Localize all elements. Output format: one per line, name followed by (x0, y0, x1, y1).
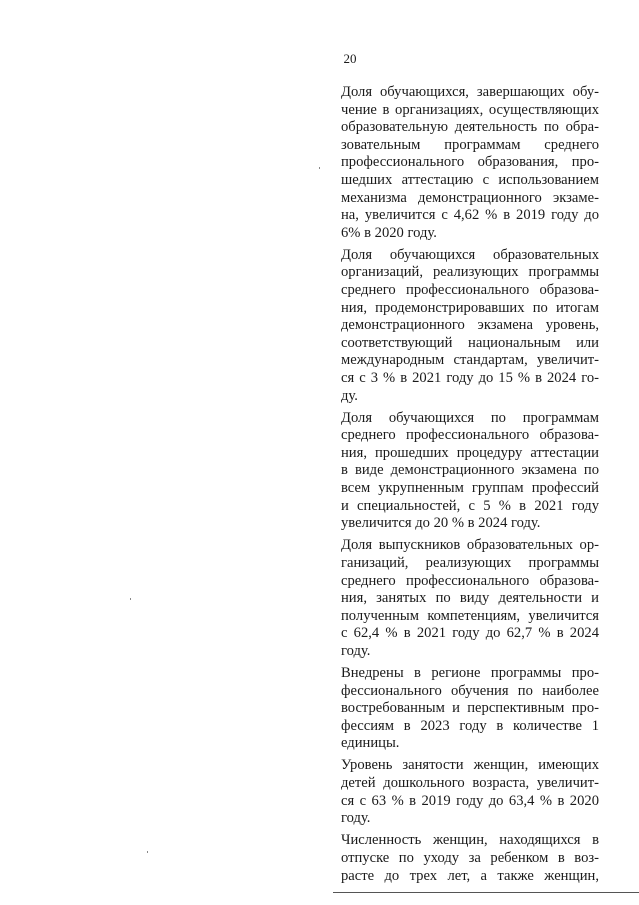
text-line: среднего профессионального образова- (341, 427, 599, 444)
text-line: фессионального обучения по наиболее (341, 682, 599, 699)
text-line: и специальностей, с 5 % в 2021 году (341, 497, 599, 514)
text-line: ганизаций, реализующих программы (341, 554, 599, 571)
scan-speck (130, 598, 131, 600)
text-line: механизма демонстрационного экзаме- (341, 189, 599, 206)
paragraph (341, 665, 599, 753)
text-line: Внедрены в регионе программы про- (341, 665, 599, 681)
text-line: среднего профессионального образова- (341, 572, 599, 589)
text-line: Доля обучающихся образовательных (341, 246, 599, 263)
text-line: 6% в 2020 году. (341, 224, 437, 241)
text-line: зовательным программам среднего (341, 136, 599, 153)
scan-speck (147, 851, 148, 853)
paragraph (341, 537, 599, 660)
text-line: увеличится до 20 % в 2024 году. (341, 515, 541, 532)
text-line: Доля выпускников образовательных ор- (341, 537, 599, 554)
bottom-rule (333, 892, 639, 893)
scan-speck (319, 167, 320, 169)
text-line: году. (341, 642, 371, 659)
text-line: чение в организациях, осуществляющих (341, 101, 599, 118)
text-line: Численность женщин, находящихся в (341, 832, 599, 849)
text-line: полученным компетенциям, увеличится (341, 607, 599, 624)
text-line: Доля обучающихся по программам (341, 409, 599, 426)
text-line: ду. (341, 387, 358, 404)
paragraph (341, 247, 599, 405)
text-line: году. (341, 810, 371, 827)
paragraph (341, 84, 599, 242)
text-line: Доля обучающихся, завершающих обу- (341, 84, 599, 100)
text-line: всем укрупненным группам профессий (341, 480, 599, 497)
text-line: на, увеличится с 4,62 % в 2019 году до (341, 207, 599, 224)
text-line: образовательную деятельность по обра- (341, 119, 599, 136)
paragraph (341, 832, 599, 885)
text-line: единицы. (341, 735, 400, 752)
text-line: организаций, реализующих программы (341, 264, 599, 281)
paragraph (341, 410, 599, 533)
text-line: среднего профессионального образова- (341, 282, 599, 299)
text-line: расте до трех лет, а также женщин, (341, 867, 599, 884)
text-line: ния, занятых по виду деятельности и (341, 590, 599, 607)
page-number: 20 (343, 51, 357, 66)
text-line: детей дошкольного возраста, увеличит- (341, 775, 599, 792)
text-line: ния, продемонстрировавших по итогам (341, 299, 599, 316)
text-line: профессионального образования, про- (341, 154, 599, 171)
document-body (341, 84, 599, 890)
paragraph (341, 757, 599, 827)
text-line: с 62,4 % в 2021 году до 62,7 % в 2024 (341, 625, 599, 642)
text-line: соответствующий национальным или (341, 334, 599, 351)
text-line: шедших аттестацию с использованием (341, 171, 599, 188)
text-line: международным стандартам, увеличит- (341, 352, 599, 369)
text-line: в виде демонстрационного экзамена по (341, 462, 599, 479)
text-line: фессиям в 2023 году в количестве 1 (341, 717, 599, 734)
text-line: ся с 3 % в 2021 году до 15 % в 2024 го- (341, 370, 599, 386)
text-line: Уровень занятости женщин, имеющих (341, 757, 599, 774)
text-line: ся с 63 % в 2019 году до 63,4 % в 2020 (341, 792, 599, 809)
text-line: востребованным и перспективным про- (341, 700, 599, 717)
text-line: отпуске по уходу за ребенком в воз- (341, 849, 599, 866)
text-line: демонстрационного экзамена уровень, (341, 317, 599, 334)
text-line: ния, прошедших процедуру аттестации (341, 444, 599, 461)
